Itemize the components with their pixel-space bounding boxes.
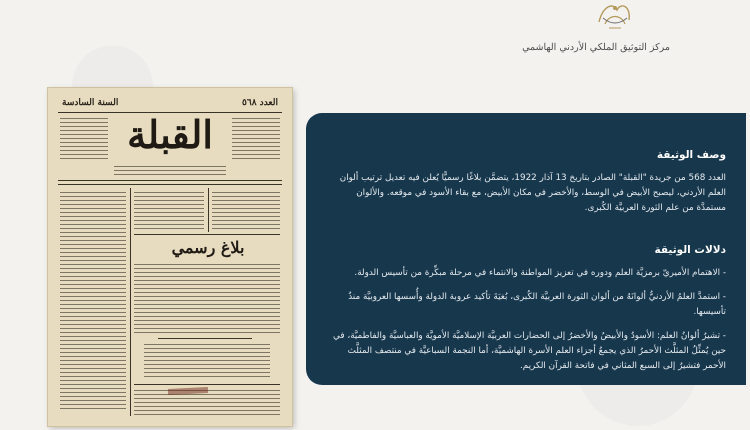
year-label: السنة السادسة bbox=[62, 98, 119, 108]
significance-item: - تشيرُ ألوانُ العلم: الأسودُ والأبيضُ والأخضرُ إلى الحضارات العربيَّة الإسلاميَّة الأمويَّة والعباسيَّة والفاطميَّة، في حين يُمثِّلُ المثلَّث الأحمرُ الذي يجمعُ أجزاء العلم الأسرة الهاشميَّة، أما النجمة السباعيَّة في منتصف المثلَّث الأحمر فتشيرُ إلى السبع المثاني في فاتحة القرآن الكريم. bbox=[333, 331, 726, 371]
issue-label: العدد ٥٦٨ bbox=[242, 98, 278, 108]
description-text: العدد 568 من جريدة "القبلة" الصادر بتاريخ 13 آذار 1922، يتضمَّن بلاغًا رسميًّا يُعلن فيه تعديل ترتيب ألوان العلم الأردني، ليصبح الأبيض في الوسط، والأخضر في مكان الأبيض، مع بقاء الأسود في موقعه. والألوان مستمدَّة من علم الثورة العربيَّة الكُبرى. bbox=[339, 173, 726, 213]
royal-emblem-icon bbox=[595, 0, 635, 32]
document-info-card bbox=[306, 113, 746, 385]
org-name: مركز التوثيق الملكي الأردني الهاشمي bbox=[522, 42, 670, 53]
significance-heading: دلالات الوثيقة bbox=[654, 244, 726, 256]
description-heading: وصف الوثيقة bbox=[656, 149, 726, 161]
official-announcement-headline: بلاغ رسمي bbox=[171, 238, 245, 257]
newspaper-masthead: القبلة bbox=[127, 112, 213, 157]
significance-list bbox=[330, 266, 726, 374]
significance-item: - استمدَّ العلمُ الأردنيُّ ألوانَهُ من ألوان الثورة العربيَّة الكُبرى، بُغيَةَ تأكيد عروبة الدولة وأُسسها العروبيَّة منذُ تأسيسها. bbox=[348, 292, 726, 317]
newspaper-scan bbox=[48, 88, 292, 426]
significance-item: - الاهتمام الأميريّ برمزيَّة العلم ودوره في تعزيز المواطنة والانتماء في مرحلة مبكِّرة من تأسيس الدولة. bbox=[354, 268, 726, 278]
center-logo bbox=[500, 0, 670, 62]
